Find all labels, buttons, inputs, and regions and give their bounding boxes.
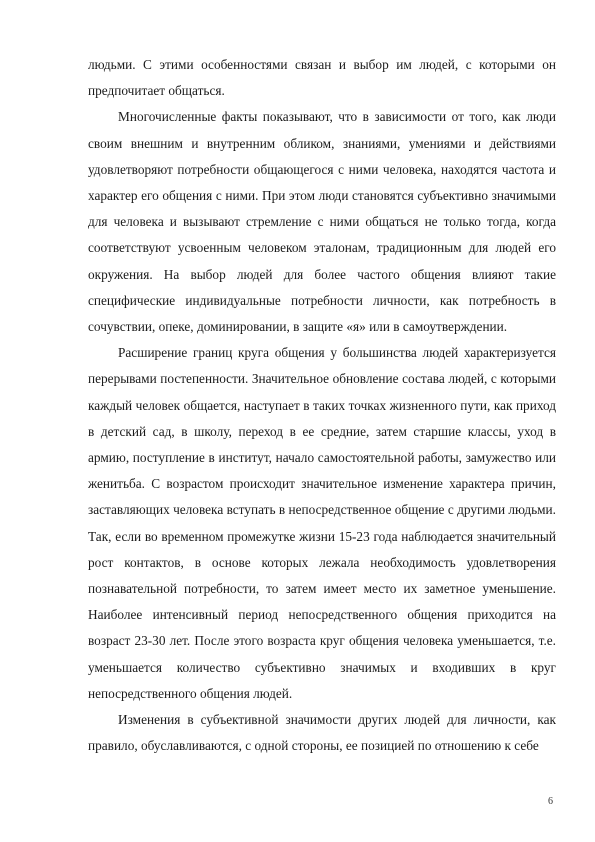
page-number: 6 — [548, 796, 553, 807]
paragraph-1: людьми. С этими особенностями связан и выбор им людей, с которыми он предпочитает общаться. — [88, 57, 556, 99]
paragraph-4: Изменения в субъективной значимости других людей для личности, как правило, обуславливаются, с одной стороны, ее позицией по отношению к себе — [88, 712, 556, 754]
paragraph-2: Многочисленные факты показывают, что в зависимости от того, как люди своим внешним и внутренним обликом, знаниями, умениями и действиями удовлетворяют потребности общающегося с ними человека, находятся частота и характер его общения с ними. При этом люди становятся субъективно значимыми для человека и вызывают стремление с ними общаться не только тогда, когда соответствуют усвоенным человеком эталонам, традиционным для людей его окружения. На выбор людей для более частого общения влияют такие специфические индивидуальные потребности личности, как потребность в сочувствии, опеке, доминировании, в защите «я» или в самоутверждении. — [88, 109, 556, 335]
document-body — [88, 52, 556, 759]
paragraph-3: Расширение границ круга общения у большинства людей характеризуется перерывами постепенности. Значительное обновление состава людей, с которыми каждый человек общается, наступает в таких точках жизненного пути, как приход в детский сад, в школу, переход в ее средние, затем старшие классы, уход в армию, поступление в институт, начало самостоятельной работы, замужество или женитьба. С возрастом происходит значительное изменение характера причин, заставляющих человека вступать в непосредственное общение с другими людьми. Так, если во временном промежутке жизни 15-23 года наблюдается значительный рост контактов, в основе которых лежала необходимость удовлетворения познавательной потребности, то затем имеет место их заметное уменьшение. Наиболее интенсивный период непосредственного общения приходится на возраст 23-30 лет. После этого возраста круг общения человека уменьшается, т.е. уменьшается количество субъективно значимых и входивших в круг непосредственного общения людей. — [88, 345, 556, 701]
